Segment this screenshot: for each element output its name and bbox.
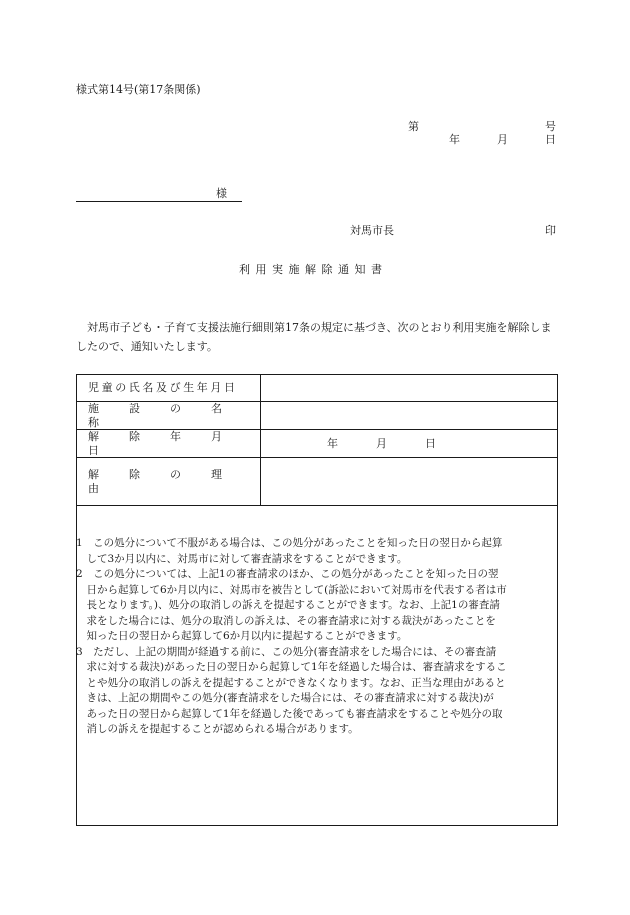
row-label-cell <box>77 402 261 429</box>
row-label-cancellation-reason: 解除の理由 <box>88 467 252 495</box>
issuer-name: 対馬市長 <box>350 224 394 237</box>
note-line: 求に対する裁決)があった日の翌日から起算して1年を経過した場合は、審査請求をするこ <box>76 661 507 673</box>
note-line: あった日の翌日から起算して1年を経過した後であっても審査請求をすることや処分の取 <box>76 707 503 720</box>
row-label-cell <box>77 375 261 401</box>
row-label-facility-name: 施設の名称 <box>88 401 252 429</box>
form-number: 様式第14号(第17条関係) <box>76 83 201 96</box>
date-year-label: 年 <box>449 133 460 146</box>
date-month-label: 月 <box>497 133 508 146</box>
note-line: 長となります。)、処分の取消しの訴えを提起することができます。なお、上記1の審査請 <box>76 599 500 611</box>
note-line: 1 この処分について不服がある場合は、この処分があったことを知った日の翌日から起算 <box>76 537 503 549</box>
row-value-facility-name <box>261 402 557 429</box>
note-line: 消しの訴えを提起することが認められる場合があります。 <box>76 723 359 735</box>
note-line: 求をした場合には、処分の取消しの訴えは、その審査請求に対する裁決があったことを <box>76 614 496 627</box>
note-line: とや処分の取消しの訴えを提起することができなくなります。なお、正当な理由があると <box>76 676 506 689</box>
table-row-cancellation-date <box>77 430 557 458</box>
notice-info-table <box>76 374 558 506</box>
row-value-cancellation-reason <box>261 458 557 505</box>
note-line: 2 この処分については、上記1の審査請求のほか、この処分があったことを知った日の翌 <box>76 568 499 580</box>
document-number-suffix: 号 <box>545 120 556 133</box>
row-label-cell <box>77 458 261 505</box>
table-row-facility-name <box>77 402 557 430</box>
table-row-cancellation-reason <box>77 458 557 505</box>
notice-body-text: 対馬市子ども・子育て支援法施行細則第17条の規定に基づき、次のとおり利用実施を解除しましたので、通知いたします。 <box>76 321 552 353</box>
document-title: 利用実施解除通知書 <box>239 263 388 276</box>
row-label-cell <box>77 430 261 457</box>
cancellation-date-placeholder: 年月日 <box>327 436 474 450</box>
note-line: 3 ただし、上記の期間が経過する前に、この処分(審査請求をした場合には、その審査請 <box>76 645 497 658</box>
row-value-child-name <box>261 375 557 401</box>
seal-mark: 印 <box>545 224 556 237</box>
note-line: して3か月以内に、対馬市に対して審査請求をすることができます。 <box>76 552 408 565</box>
addressee-name-line <box>76 201 242 202</box>
appeal-notes <box>76 536 558 738</box>
date-day-label: 日 <box>545 133 556 146</box>
table-row-child-name <box>77 375 557 402</box>
row-value-cancellation-date <box>261 430 557 457</box>
note-line: 日から起算して6か月以内に、対馬市を被告として(訴訟において対馬市を代表する者は市 <box>76 583 507 596</box>
row-label-cancellation-date: 解除年月日 <box>88 429 252 457</box>
document-number-prefix: 第 <box>408 120 419 133</box>
note-line: 知った日の翌日から起算して6か月以内に提起することができます。 <box>76 630 408 642</box>
addressee-honorific: 様 <box>216 187 227 200</box>
note-line: きは、上記の期間やこの処分(審査請求をした場合には、その審査請求に対する裁決)が <box>76 692 494 704</box>
row-label-child-name: 児童の氏名及び生年月日 <box>88 381 238 394</box>
